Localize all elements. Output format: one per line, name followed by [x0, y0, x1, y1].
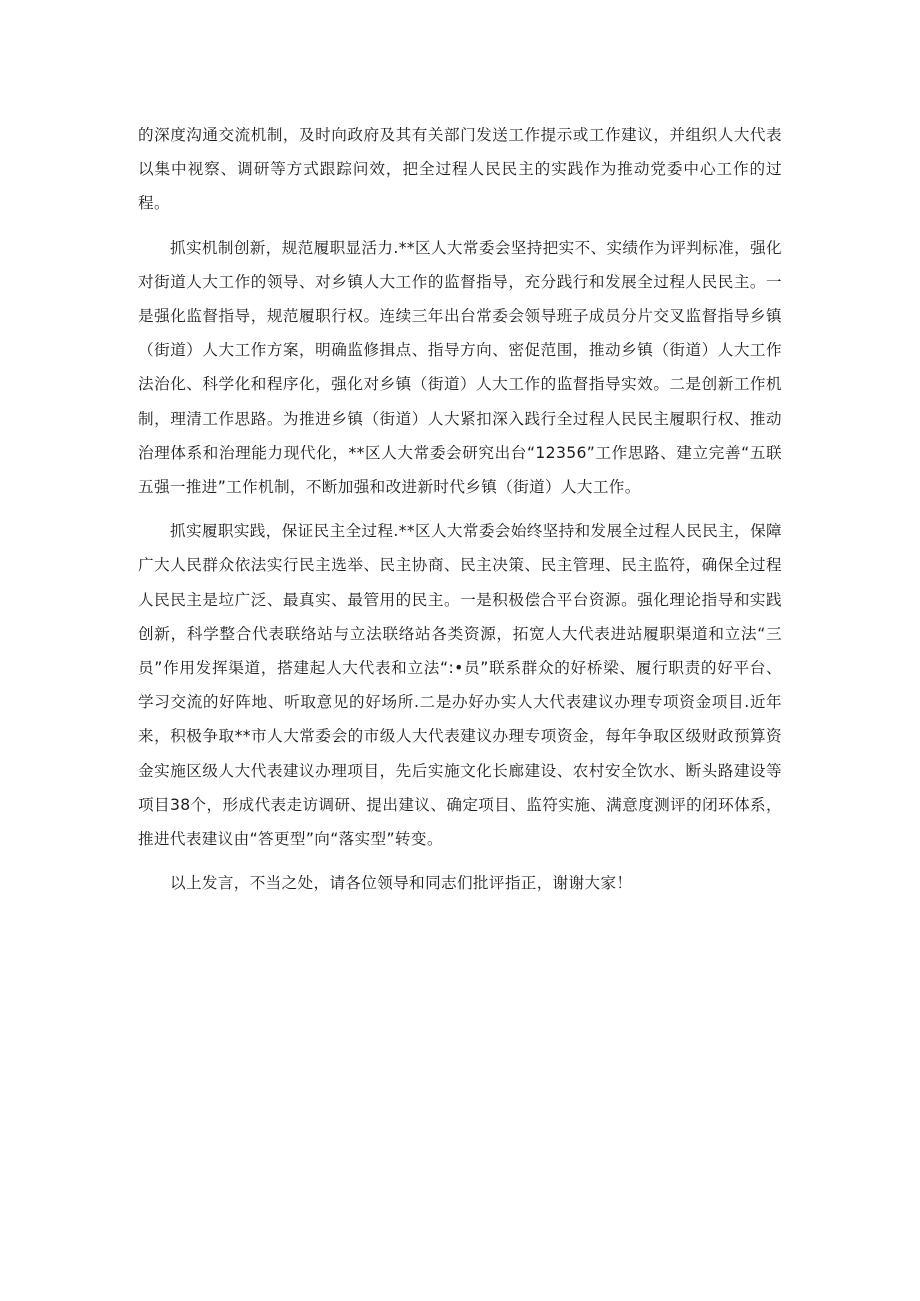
paragraph-continuation: 的深度沟通交流机制，及时向政府及其有关部门发送工作提示或工作建议，并组织人大代表以集中视察、调研等方式跟踪问效，把全过程人民民主的实践作为推动党委中心工作的过程。: [138, 126, 782, 213]
paragraph-mechanism-innovation: 抓实机制创新，规范履职显活力.**区人大常委会坚持把实不、实绩作为评判标准，强化对街道人大工作的领导、对乡镇人大工作的监督指导，充分践行和发展全过程人民民主。一是强化监督指导，规范履职行权。连续三年出台常委会领导班子成员分片交叉监督指导乡镇（街道）人大工作方案，明确监修揖点、指导方向、密促范围，推动乡镇（街道）人大工作法治化、科学化和程序化，强化对乡镇（街道）人大工作的监督指导实效。二是创新工作机制，理清工作思路。为推进乡镇（街道）人大紧扣深入践行全过程人民民主履职行权、推动治理体系和治理能力现代化，**区人大常委会研究出台“12356”工作思路、建立完善“五联五强一推进”工作机制，不断加强和改进新时代乡镇（街道）人大工作。: [138, 238, 782, 497]
paragraph-closing-remarks: 以上发言，不当之处，请各位领导和同志们批评指正，谢谢大家！: [170, 874, 633, 893]
document-body: [138, 118, 782, 910]
paragraph-duty-practice: 抓实履职实践，保证民主全过程.**区人大常委会始终坚持和发展全过程人民民主，保障广大人民群众依法实行民主选举、民主协商、民主决策、民主管理、民主监符，确保全过程人民民主是垃广泛、最真实、最管用的民主。一是积极偿合平台资源。强化理论指导和实践创新，科学整合代表联络站与立法联络站各类资源，拓宽人大代表进站履职渠道和立法“三员”作用发挥渠道，搭建起人大代表和立法“:•员”联系群众的好桥梁、履行职责的好平台、学习交流的好阵地、听取意见的好场所.二是办好办实人大代表建议办理专项资金项目.近年来，积极争取**市人大常委会的市级人大代表建议办理专项资金，每年争取区级财政预算资金实施区级人大代表建议办理项目，先后实施文化长廊建设、农村安全饮水、断头路建设等项目38个，形成代表走访调研、提出建议、确定项目、监符实施、满意度测评的闭环体系，推进代表建议由“答更型”向“落实型”转变。: [138, 522, 782, 849]
